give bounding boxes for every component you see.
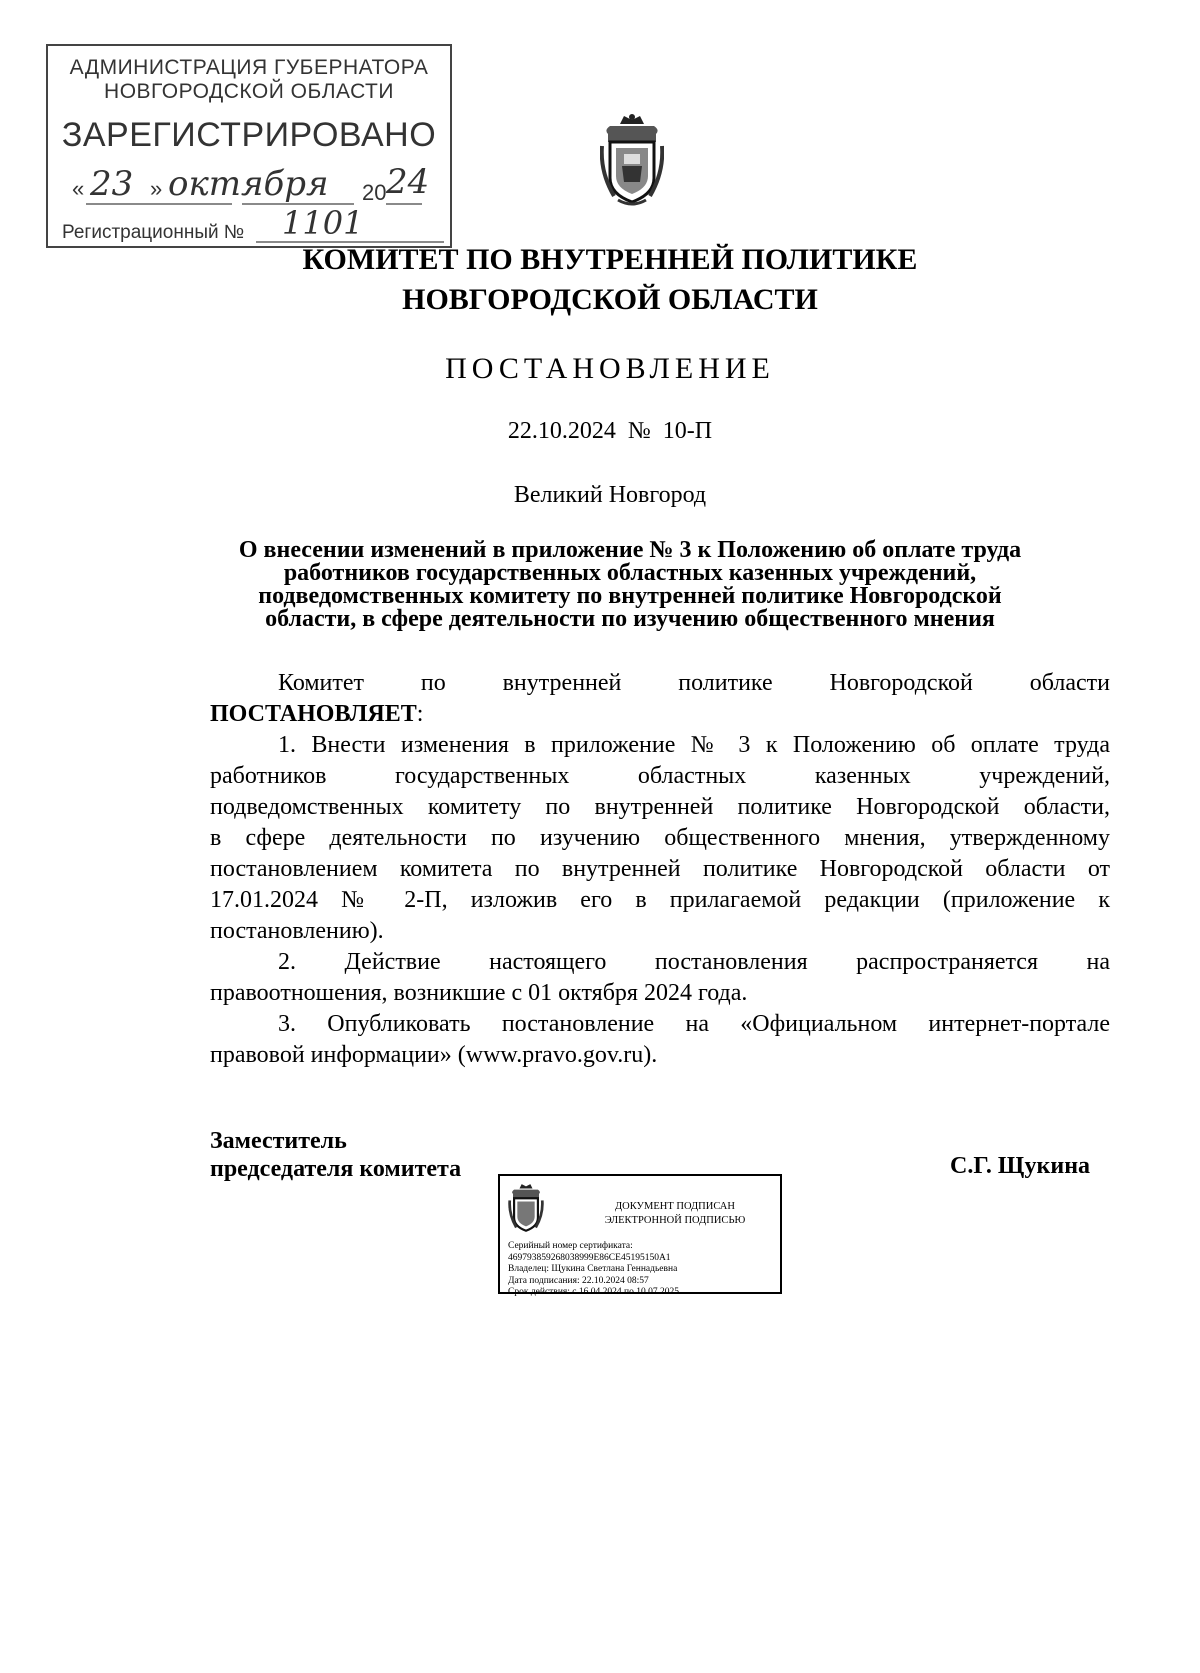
stamp-reg-number: 1101 [282, 204, 364, 242]
committee-name [150, 240, 1070, 320]
item-1-line: подведомственных комитету по внутренней политике Новгородской области, [210, 794, 1110, 820]
signer-position [210, 1127, 461, 1183]
decree-word: ПОСТАНОВЛЯЕТ [210, 701, 417, 727]
esig-title-line1: ДОКУМЕНТ ПОДПИСАН [615, 1201, 735, 1212]
document-city: Великий Новгород [513, 482, 707, 508]
item-3 [210, 1009, 1110, 1071]
stamp-date: « 23 » октября 20 24 [72, 168, 430, 214]
stamp-reg-label: Регистрационный № [62, 222, 245, 243]
item-2 [210, 947, 1110, 1009]
item-2-last-line: правоотношения, возникшие с 01 октября 2024 года. [210, 980, 748, 1006]
esig-title-line2: ЭЛЕКТРОННОЙ ПОДПИСЬЮ [604, 1215, 746, 1226]
item-3-line: 3. Опубликовать постановление на «Официальном интернет-портале [278, 1011, 1110, 1037]
esig-title [580, 1200, 770, 1228]
coat-of-arms-icon [600, 112, 664, 208]
number-sign: № [627, 418, 651, 444]
esig-validity: Срок действия: с 16.04.2024 по 10.07.2025 [508, 1287, 679, 1297]
document-date-number [150, 418, 1070, 445]
preamble-line: Комитет по внутренней политике Новгородской области [278, 670, 1110, 696]
committee-line1: КОМИТЕТ ПО ВНУТРЕННЕЙ ПОЛИТИКЕ [302, 243, 918, 276]
esig-serial-label: Серийный номер сертификата: [508, 1241, 633, 1251]
stamp-day: 23 [90, 164, 134, 204]
stamp-year-prefix: 20 [362, 180, 387, 205]
esig-details [508, 1241, 776, 1299]
stamp-organization [48, 56, 450, 104]
item-2-line: 2. Действие настоящего постановления распространяется на [278, 949, 1110, 975]
esig-owner: Владелец: Щукина Светлана Геннадьевна [508, 1264, 678, 1274]
subject-line: О внесении изменений в приложение № 3 к Положению об оплате труда [238, 537, 1022, 563]
stamp-year-suffix: 24 [386, 162, 430, 202]
item-1-line: в сфере деятельности по изучению общественного мнения, утвержденному [210, 825, 1110, 851]
document-type: ПОСТАНОВЛЕНИЕ [445, 352, 775, 385]
item-1 [210, 730, 1110, 947]
stamp-org-line1: АДМИНИСТРАЦИЯ ГУБЕРНАТОРА [69, 56, 429, 79]
subject-line: подведомственных комитету по внутренней политике Новгородской [258, 583, 1002, 609]
signer-name: С.Г. Щукина [950, 1153, 1091, 1179]
electronic-signature-box [498, 1174, 782, 1297]
registration-stamp [46, 44, 452, 248]
item-3-last-line: правовой информации» (www.pravo.gov.ru). [210, 1042, 658, 1068]
item-1-line: работников государственных областных казенных учреждений, [210, 763, 1110, 789]
preamble [210, 668, 1110, 730]
stamp-org-line2: НОВГОРОДСКОЙ ОБЛАСТИ [104, 80, 394, 103]
item-1-line: 17.01.2024 № 2-П, изложив его в прилагаемой редакции (приложение к [210, 887, 1110, 913]
esig-sign-date: Дата подписания: 22.10.2024 08:57 [508, 1275, 649, 1286]
decree-line: ПОСТАНОВЛЯЕТ: [210, 701, 424, 727]
subject-line: области, в сфере деятельности по изучению общественного мнения [265, 606, 995, 632]
document-date: 22.10.2024 [507, 418, 616, 444]
subject-line: работников государственных областных казенных учреждений, [283, 560, 977, 586]
document-number: 10-П [662, 418, 713, 444]
stamp-month: октября [168, 164, 329, 204]
signer-position-line2: председателя комитета [210, 1156, 462, 1182]
item-1-line: постановлением комитета по внутренней политике Новгородской области от [210, 856, 1110, 882]
item-1-line: 1. Внести изменения в приложение № 3 к Положению об оплате труда [278, 732, 1110, 758]
item-1-last-line: постановлению). [210, 918, 384, 944]
document-subject [190, 539, 1070, 631]
stamp-registered-label: ЗАРЕГИСТРИРОВАНО [61, 116, 437, 154]
signer-position-line1: Заместитель [210, 1128, 347, 1154]
coat-of-arms-icon [508, 1182, 544, 1234]
committee-line2: НОВГОРОДСКОЙ ОБЛАСТИ [402, 283, 818, 316]
esig-serial: 469793859268038999E86CE45195150A1 [508, 1252, 671, 1263]
